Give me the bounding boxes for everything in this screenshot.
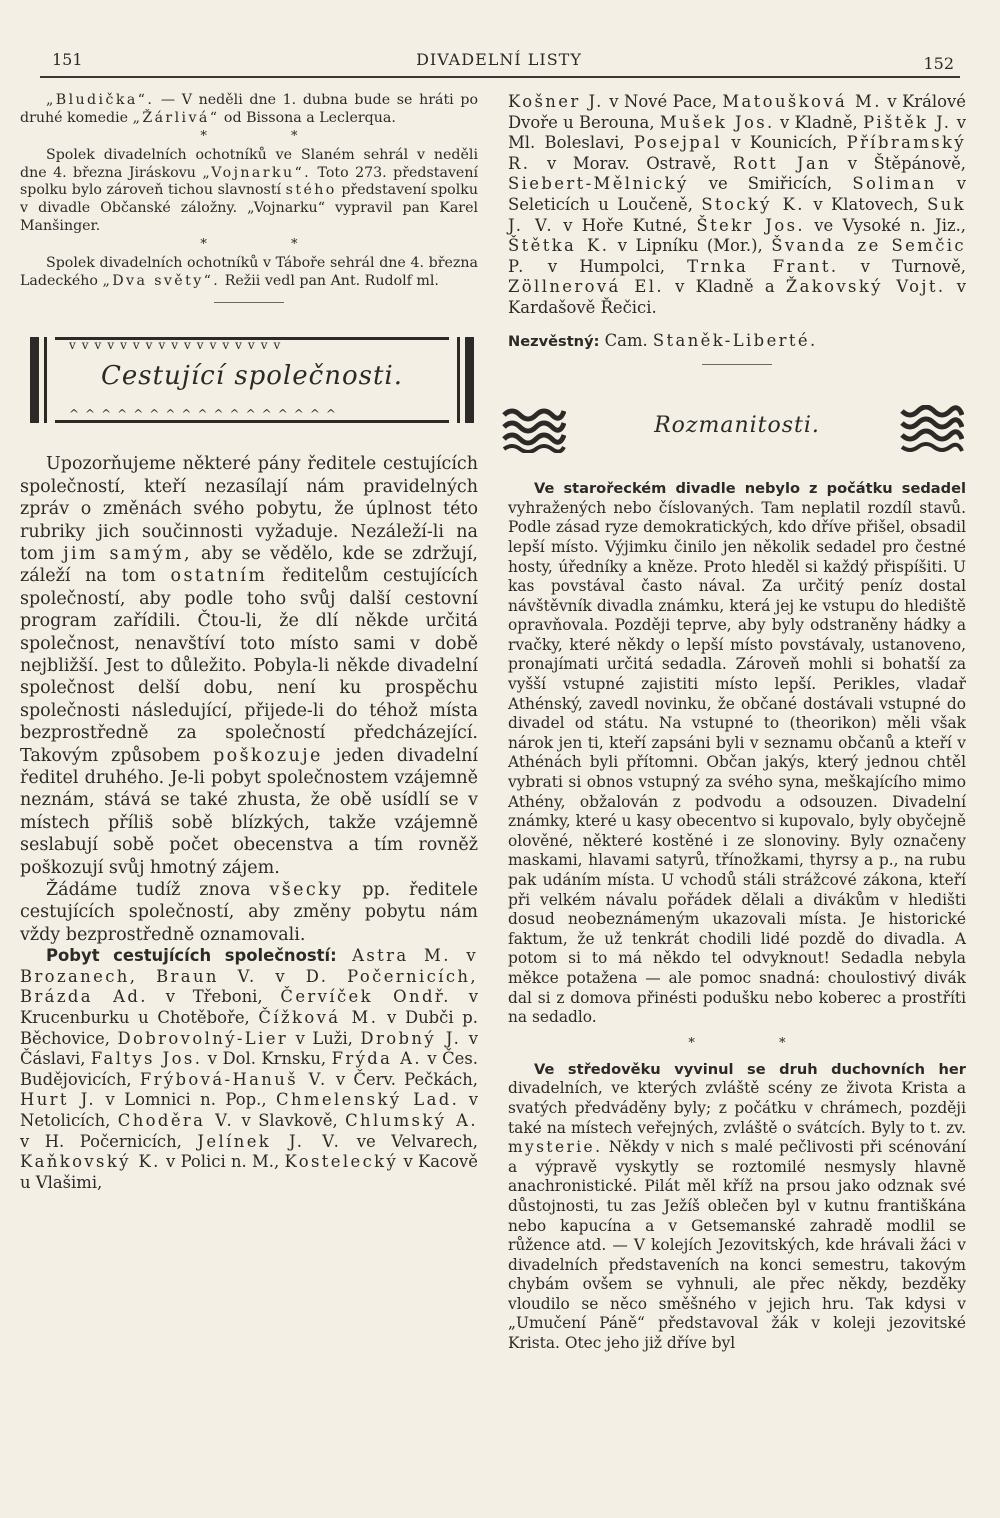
header-rule xyxy=(40,76,960,78)
article-starorecke-divadlo: Ve starořeckém divadle nebylo z počátku sedadel vyhražených nebo číslovaných. Tam neplatil rozdíl stavů. Podle zásad ryze demokratických, kdo dříve přišel, obsadil lepší místo. Výjimku činilo jen několik sedadel pro čestné hosty, úředníky a kněze. Proto hleděl si každý přispíšiti. U kas povstával často nával. Za určitý peníz dostal návštěvník divadla známku, která jej ke vstupu do hlediště opravňovala. Později teprve, aby byly odstraněny hádky a rvačky, které někdy o lepší místo povstávaly, ustanoveno, pronajímati určitá sedadla. Zároveň mohli si bohatší za vyšší vstupné zajistiti místo lepší. Perikles, vladař Athénský, zavedl novinku, že občané dostávali vstupné do divadel od státu. Na vstupné to (theorikon) měli však nárok jen ti, kteří zapsáni byli v seznamu občanů a kteří v Athénách byli přítomni. Občan jakýs, který jednou chtěl vybrati si obnos vstupný za svého syna, meškajícího mimo Athény, obžalován z podvodu a odsouzen. Divadelní známky, které u kasy obecentvo si kupovalo, byly obyčejně olověné, některé kostěné i ze slonoviny. Byly označeny maskami, hlavami satyrů, třínožkami, thyrsy a p., na rubu pak udáním místa. U vchodů stáli strážcové zákona, kteří při velkém návalu pořádek dělali a divákům v hledišti dosud neobeznámeným ukazovali místa. Je historické faktum, že už tenkrát chodili lidé pozdě do divadla. A potom si to má někdo tel odvyknout! Sedadla nebyla měkce potažena — ale pomoc snadná: choulostivý divák dal si z domova přinésti podušku nebo koberec a prostříti na sedadlo. xyxy=(508,480,966,1027)
section-banner-rozmanitosti xyxy=(508,401,966,457)
wave-ornament-icon xyxy=(900,405,964,453)
wave-ornament-icon xyxy=(502,405,566,453)
short-rule xyxy=(702,364,772,365)
separator-stars: * * xyxy=(200,237,338,253)
box-rule-bottom xyxy=(55,420,449,423)
page-number-left: 151 xyxy=(52,50,83,69)
article-zadame: Žádáme tudíž znova všecky pp. ředitele cestujících společností, aby změny pobytu nám vždy bezprostředně oznamovali. xyxy=(20,880,478,945)
page-number-right: 152 xyxy=(923,54,954,73)
notice-tabor: Spolek divadelních ochotníků v Táboře sehrál dne 4. března Ladeckého „Dva světy“. Režii vedl pan Ant. Rudolf ml. xyxy=(20,255,478,289)
section-title-rozmanitosti: Rozmanitosti. xyxy=(654,413,820,439)
section-box-cestujici xyxy=(30,337,474,423)
separator-stars: * * xyxy=(200,129,338,145)
article-upozornujeme: Upozorňujeme některé pány ředitele cestujících společností, kteří nezasílají nám pravidelných zpráv o změnách svého pobytu, že úplnost této rubriky jich součinnosti vyžaduje. Nezáleží-li na tom jim samým, aby se vědělo, kde se zdržují, záleží na tom ostatním ředitelům cestujících společností, aby podle toho svůj další cestovní program zařídili. Čtou-li, že dlí někde určitá společnost, nenavštíví toto místo sami v době nejbližší. Jest to důležito. Pobyla-li někde divadelní společnost delší dobu, není ku prospěchu společnosti následující, přijede-li do téhož místa bezprostředně za společností předcházející. Takovým způsobem poškozuje jeden divadelní ředitel druhého. Je-li pobyt společnostem vzájemně neznám, stává se také zhusta, že obě usídlí se v místech příliš sobě blízkých, takže vzájemně seslabují sobě počet obecenstva a tím rovněž poškozují svůj hmotný zájem. xyxy=(20,454,478,878)
running-title: DIVADELNÍ LISTY xyxy=(416,50,582,69)
section-title-cestujici: Cestující společnosti. xyxy=(100,361,403,392)
left-column xyxy=(20,92,478,1193)
short-rule xyxy=(214,302,284,303)
notice-bludicka: „Bludička“. — V neděli dne 1. dubna bude se hráti po druhé komedie „Žárlivá“ od Bissona a Leclerqua. xyxy=(20,92,478,126)
list-pobyt-spolecnosti: Pobyt cestujících společností: Astra M. v Brozanech, Braun V. v D. Počernicích, Brázda Ad. v Třeboni, Červíček Ondř. v Krucenburku u Chotěboře, Čížková M. v Dubči p. Běchovice, Dobrovolný-Lier v Luži, Drobný J. v Čáslavi, Faltys Jos. v Dol. Krnsku, Frýda A. v Čes. Budějovicích, Frýbová-Hanuš V. v Červ. Pečkách, Hurt J. v Lomnici n. Pop., Chmelenský Lad. v Netolicích, Choděra V. v Slavkově, Chlumský A. v H. Počernicích, Jelínek J. V. ve Velvarech, Kaňkovský K. v Polici n. M., Kostelecký v Kacově u Vlašimi, xyxy=(20,946,478,1192)
separator-stars: * * xyxy=(688,1035,826,1051)
nezvestny-line: Nezvěstný: Cam. Staněk-Liberté. xyxy=(508,330,818,350)
list-pobyt-continued: Košner J. v Nové Pace, Matoušková M. v Králové Dvoře u Berouna, Mušek Jos. v Kladně, Pištěk J. v Ml. Boleslavi, Posejpal v Kounicích, Příbramský R. v Morav. Ostravě, Rott Jan v Štěpánově, Siebert-Mělnický ve Smiřicích, Soliman v Seleticích u Loučeně, Stocký K. v Klatovech, Suk J. V. v Hoře Kutné, Štekr Jos. ve Vysoké n. Jiz., Štětka K. v Lipníku (Mor.), Švanda ze Semčic P. v Humpolci, Trnka Frant. v Turnově, Zöllnerová El. v Kladně a Žakovský Vojt. v Kardašově Řečici. xyxy=(508,92,967,317)
running-header xyxy=(38,46,960,76)
right-column xyxy=(508,92,966,1354)
article-stredovek: Ve středověku vyvinul se druh duchovních her divadelních, ve kterých zvláště scény ze života Krista a svatých předváděny byly; z počátku v chrámech, později také na místech veřejných, zvláště o svátcích. Byly to t. zv. mysterie. Někdy v nich s malé pečlivosti při scénování a výpravě vyskytly se roztomilé nesmysly hlavně anachronistické. Pilát měl kříž na prsou jako odznak své důstojnosti, tu zas Ježíš oblečen byl v kutnu františkána nebo kapucína a v Getsemanské zahradě modlil se růžence atd. — V kolejích Jezovitských, kde hrávali žáci v divadelních představeních na konci semestru, takovým chybám ovšem se vyhnuli, ale přec někdy, bezděky vloudilo se něco směšného v jejich hru. Tak kdysi v „Umučení Páně“ představoval žák v koleji jezovitské Krista. Otec jeho již dříve byl xyxy=(508,1060,966,1353)
notice-slany: Spolek divadelních ochotníků ve Slaném sehrál v neděli dne 4. března Jiráskovu „Vojnarku“. Toto 273. představení spolku bylo zároveň tichou slavností stého představení spolku v divadle Občanské záložny. „Vojnarku“ vypravil pan Karel Manšinger. xyxy=(20,147,478,234)
box-ornament-top: vvvvvvvvvvvvvvvvv xyxy=(69,338,287,353)
box-ornament-bottom: ^^^^^^^^^^^^^^^^^ xyxy=(69,407,342,422)
